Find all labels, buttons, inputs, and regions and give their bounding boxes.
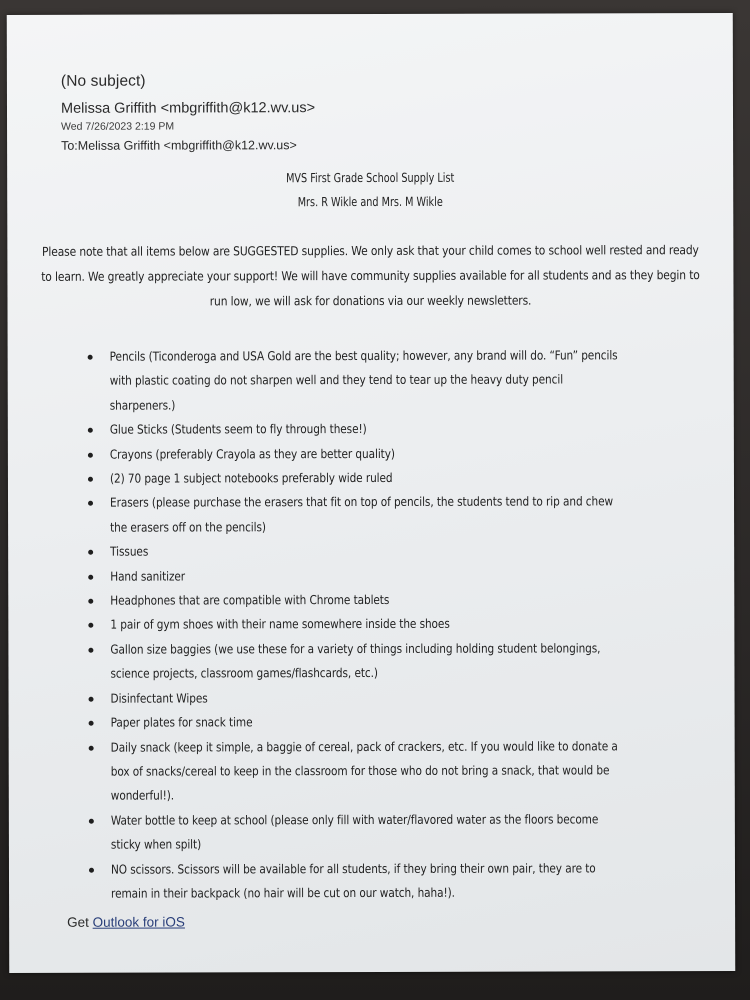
- list-item-text: Hand sanitizer: [110, 568, 186, 584]
- document-teachers: Mrs. R Wikle and Mrs. M Wikle: [297, 193, 443, 210]
- list-item: [86, 563, 726, 589]
- bullet-icon: [88, 623, 93, 628]
- list-item-text: Erasers (please purchase the erasers that fit on top of pencils, the students tend to rip and chew the erasers off on the pencils): [110, 493, 614, 535]
- bullet-icon: [89, 818, 94, 823]
- bullet-icon: [88, 574, 93, 579]
- document-title: MVS First Grade School Supply List: [286, 169, 455, 186]
- list-item: [87, 856, 727, 906]
- bullet-icon: [88, 648, 93, 653]
- list-item: [86, 441, 726, 467]
- list-item: [86, 416, 726, 442]
- list-item-text: Paper plates for snack time: [110, 714, 253, 730]
- list-item-text: Gallon size baggies (we use these for a variety of things including holding student belongings, science projects, classroom games/flashcards, etc.): [110, 640, 601, 681]
- email-header: [61, 71, 681, 153]
- list-item-text: Daily snack (keep it simple, a baggie of cereal, pack of crackers, etc. If you would like to donate a box of snacks/cereal to keep in the classroom for those who do not bring a snack, that would be wonderful!).: [110, 737, 618, 803]
- list-item-text: Water bottle to keep at school (please only fill with water/flavored water as the floors become sticky when spilt): [110, 811, 599, 852]
- bullet-icon: [89, 721, 94, 726]
- list-item: [86, 538, 726, 564]
- list-item: [86, 612, 726, 638]
- bullet-icon: [88, 501, 93, 506]
- bullet-icon: [88, 550, 93, 555]
- list-item-text: Tissues: [110, 543, 149, 559]
- email-date: Wed 7/26/2023 2:19 PM: [61, 120, 175, 133]
- list-item: [87, 709, 727, 735]
- email-sender: Melissa Griffith <mbgriffith@k12.wv.us>: [60, 100, 316, 117]
- list-item: [86, 465, 726, 491]
- list-item: [86, 343, 726, 418]
- bullet-icon: [88, 599, 93, 604]
- list-item: [86, 490, 726, 540]
- bullet-icon: [89, 696, 94, 701]
- outlook-ios-link[interactable]: Outlook for iOS: [92, 914, 185, 930]
- list-item-text: NO scissors. Scissors will be available for all students, if they bring their own pair, they are to remain in their backpack (no hair will be cut on our watch, haha!).: [110, 859, 596, 901]
- list-item: [87, 685, 727, 711]
- bullet-icon: [88, 477, 93, 482]
- list-item: [86, 587, 726, 613]
- printed-page: [7, 13, 736, 973]
- list-item: [87, 734, 727, 809]
- list-item-text: Disinfectant Wipes: [110, 690, 208, 706]
- list-item-text: Headphones that are compatible with Chrome tablets: [110, 592, 390, 608]
- list-item-text: Glue Sticks (Students seem to fly through these!): [109, 421, 367, 437]
- footer-prefix: Get: [67, 914, 93, 930]
- list-item-text: Pencils (Ticonderoga and USA Gold are the best quality; however, any brand will do. “Fun” pencils with plastic coating do not sharpen well and they tend to tear up the heavy duty pencil sharpeners.): [109, 347, 618, 413]
- bullet-icon: [89, 745, 94, 750]
- list-item-text: (2) 70 page 1 subject notebooks preferably wide ruled: [109, 469, 393, 486]
- list-item: [87, 807, 727, 857]
- bullet-icon: [88, 452, 93, 457]
- bullet-icon: [89, 867, 94, 872]
- email-subject: (No subject): [60, 72, 146, 90]
- list-item: [86, 636, 726, 686]
- bullet-icon: [88, 355, 93, 360]
- intro-paragraph: [37, 237, 703, 314]
- email-footer: [67, 914, 185, 929]
- intro-text: Please note that all items below are SUGGESTED supplies. We only ask that your child comes to school well rested and ready to learn. We greatly appreciate your support! We will have community supplies available for all students and as they begin to run low, we will ask for donations via our weekly newsletters.: [41, 242, 700, 309]
- bullet-icon: [88, 428, 93, 433]
- email-recipient: To:Melissa Griffith <mbgriffith@k12.wv.us>: [61, 138, 297, 153]
- supply-list: [86, 343, 727, 906]
- list-item-text: Crayons (preferably Crayola as they are better quality): [109, 445, 395, 462]
- list-item-text: 1 pair of gym shoes with their name somewhere inside the shoes: [110, 616, 450, 633]
